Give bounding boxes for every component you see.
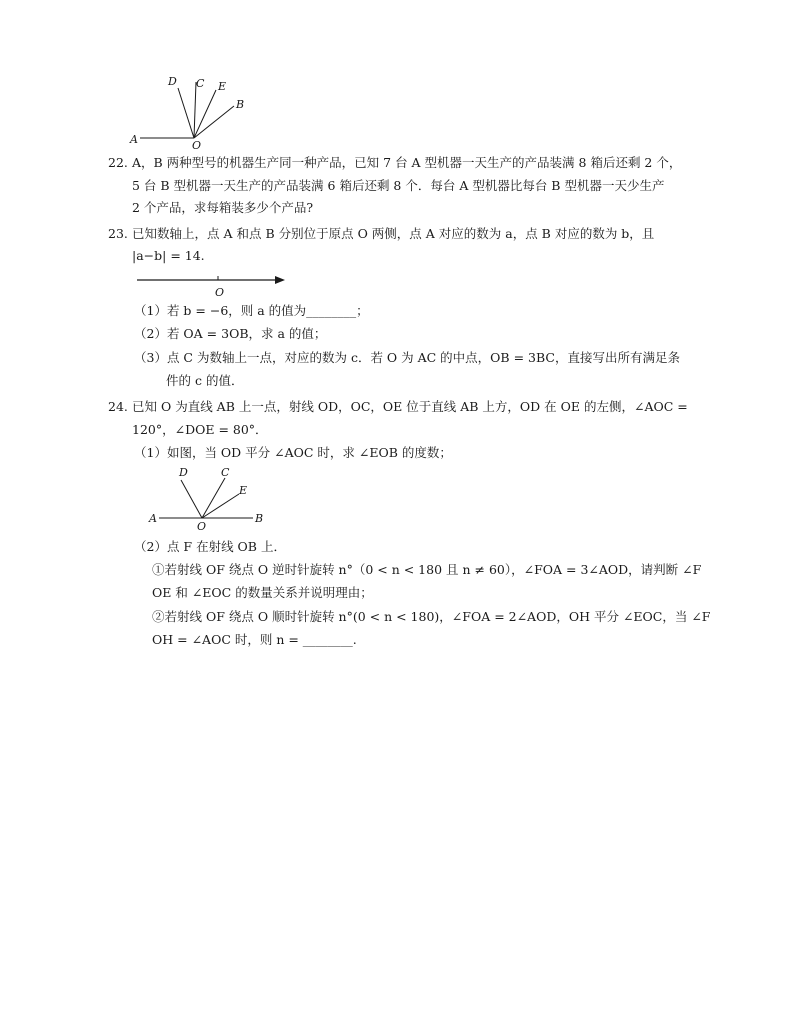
q24-line-1: 已知 O 为直线 AB 上一点，射线 OD，OC，OE 位于直线 AB 上方，OD 在 OE 的左侧，∠AOC =	[132, 399, 688, 414]
q22-line-2: 5 台 B 型机器一天生产的产品装满 6 箱后还剩 8 个．每台 A 型机器比每台 B 型机器一天少生产	[132, 178, 665, 193]
q24-line-2: 120°，∠DOE = 80°．	[132, 422, 268, 437]
label-e: E	[239, 484, 248, 497]
label-o: O	[192, 139, 202, 150]
label-o: O	[197, 520, 207, 533]
label-b: B	[255, 512, 264, 525]
axis-label-o: O	[215, 286, 225, 299]
label-b: B	[236, 98, 245, 111]
q23-part-3-a: （3）点 C 为数轴上一点，对应的数为 c．若 O 为 AC 的中点，OB = 3BC，直接写出所有满足条	[134, 350, 680, 365]
q23-part-1: （1）若 b = −6，则 a 的值为________；	[134, 303, 369, 318]
label-a: A	[130, 133, 138, 146]
label-e: E	[218, 80, 227, 93]
q24-sub-2-b: OH = ∠AOC 时，则 n = ________.	[152, 632, 357, 647]
q22-number: 22.	[108, 155, 128, 170]
q22-line-1: A，B 两种型号的机器生产同一种产品，已知 7 台 A 型机器一天生产的产品装满 8 箱后还剩 2 个，	[132, 155, 682, 170]
q22-line-3: 2 个产品，求每箱装多少个产品?	[132, 200, 314, 215]
label-d: D	[168, 75, 177, 88]
q23-line-1: 已知数轴上，点 A 和点 B 分别位于原点 O 两侧，点 A 对应的数为 a，点 B 对应的数为 b，且	[132, 226, 655, 241]
q24-sub-1-a: ①若射线 OF 绕点 O 逆时针旋转 n°（0 < n < 180 且 n ≠ 60），∠FOA = 3∠AOD，请判断 ∠F	[152, 562, 702, 577]
q24-number: 24.	[108, 399, 128, 414]
q24-part-1: （1）如图，当 OD 平分 ∠AOC 时，求 ∠EOB 的度数；	[134, 445, 452, 460]
q23-number: 23.	[108, 226, 128, 241]
q24-part-2: （2）点 F 在射线 OB 上．	[134, 539, 286, 554]
q24-sub-2-a: ②若射线 OF 绕点 O 顺时针旋转 n°(0 < n < 180)，∠FOA = 2∠AOD，OH 平分 ∠EOC，当 ∠F	[152, 609, 711, 624]
q23-part-3-b: 件的 c 的值．	[166, 373, 244, 388]
q23-line-2: |a−b| = 14.	[132, 248, 205, 263]
q24-sub-1-b: OE 和 ∠EOC 的数量关系并说明理由；	[152, 585, 373, 600]
label-c: C	[196, 77, 205, 90]
label-c: C	[221, 466, 230, 479]
number-line	[135, 272, 295, 302]
angle-figure-top	[128, 70, 258, 150]
label-a: A	[149, 512, 157, 525]
q23-part-2: （2）若 OA = 3OB，求 a 的值；	[134, 326, 327, 341]
label-d: D	[179, 466, 188, 479]
angle-figure-q24	[145, 462, 275, 534]
